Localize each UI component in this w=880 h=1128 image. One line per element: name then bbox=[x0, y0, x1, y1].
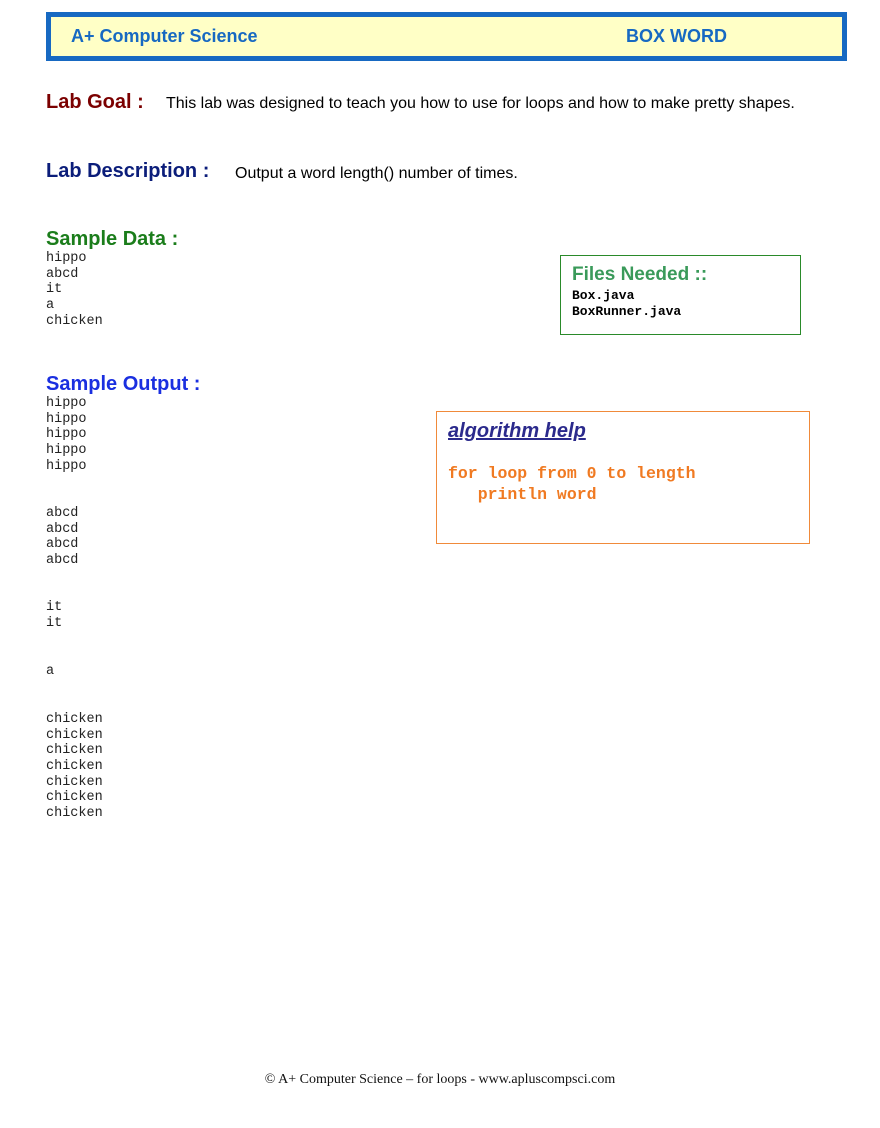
lab-description-label: Lab Description : bbox=[46, 160, 210, 182]
sample-data-line: abcd bbox=[46, 266, 79, 282]
algorithm-help-code bbox=[448, 463, 696, 505]
sample-output-group-it bbox=[46, 600, 62, 631]
sample-output-group-abcd bbox=[46, 506, 78, 569]
sample-output-line: chicken bbox=[46, 759, 103, 775]
sample-data-label: Sample Data : bbox=[46, 228, 179, 250]
file-name: Box.java bbox=[572, 288, 635, 303]
sample-data-list bbox=[46, 251, 103, 329]
algorithm-help-line: println word bbox=[448, 485, 597, 504]
sample-output-line: chicken bbox=[46, 790, 103, 806]
sample-output-label: Sample Output : bbox=[46, 373, 201, 395]
files-needed-title: Files Needed :: bbox=[572, 264, 708, 285]
sample-data-line: it bbox=[46, 282, 63, 298]
lab-description-text: Output a word length() number of times. bbox=[235, 165, 518, 182]
sample-output-line: chicken bbox=[46, 712, 103, 727]
sample-data-line: hippo bbox=[46, 251, 87, 266]
sample-output-line: a bbox=[46, 664, 55, 679]
sample-output-line: chicken bbox=[46, 743, 103, 759]
sample-output-group-a bbox=[46, 664, 54, 680]
sample-output-line: hippo bbox=[46, 396, 87, 411]
sample-output-line: hippo bbox=[46, 411, 87, 427]
sample-output-group-chicken bbox=[46, 712, 103, 822]
sample-output-line: it bbox=[46, 615, 63, 631]
sample-output-line: chicken bbox=[46, 806, 103, 822]
sample-output-line: hippo bbox=[46, 427, 87, 443]
sample-data-line: a bbox=[46, 298, 55, 314]
files-needed-list bbox=[572, 288, 681, 319]
header-banner bbox=[46, 12, 847, 61]
sample-output-line: hippo bbox=[46, 443, 87, 459]
sample-output-line: abcd bbox=[46, 553, 79, 569]
file-name: BoxRunner.java bbox=[572, 303, 682, 319]
header-left-title: A+ Computer Science bbox=[71, 26, 258, 46]
header-right-title: BOX WORD bbox=[626, 26, 727, 46]
sample-output-line: it bbox=[46, 600, 63, 615]
lab-goal-label: Lab Goal : bbox=[46, 91, 144, 113]
algorithm-help-title: algorithm help bbox=[448, 420, 586, 442]
sample-output-group-hippo bbox=[46, 396, 87, 474]
sample-output-line: abcd bbox=[46, 521, 79, 537]
footer: © A+ Computer Science – for loops - www.apluscompsci.com bbox=[264, 1072, 616, 1087]
sample-output-line: hippo bbox=[46, 458, 87, 474]
sample-data-line: chicken bbox=[46, 313, 103, 329]
lab-goal-text: This lab was designed to teach you how to use for loops and how to make pretty shapes. bbox=[166, 95, 795, 112]
sample-output-line: abcd bbox=[46, 506, 79, 521]
sample-output-line: chicken bbox=[46, 727, 103, 743]
algorithm-help-box bbox=[436, 411, 810, 544]
algorithm-help-line: for loop from 0 to length bbox=[448, 464, 696, 483]
sample-output-line: abcd bbox=[46, 537, 79, 553]
files-needed-box bbox=[560, 255, 801, 335]
sample-output-line: chicken bbox=[46, 774, 103, 790]
